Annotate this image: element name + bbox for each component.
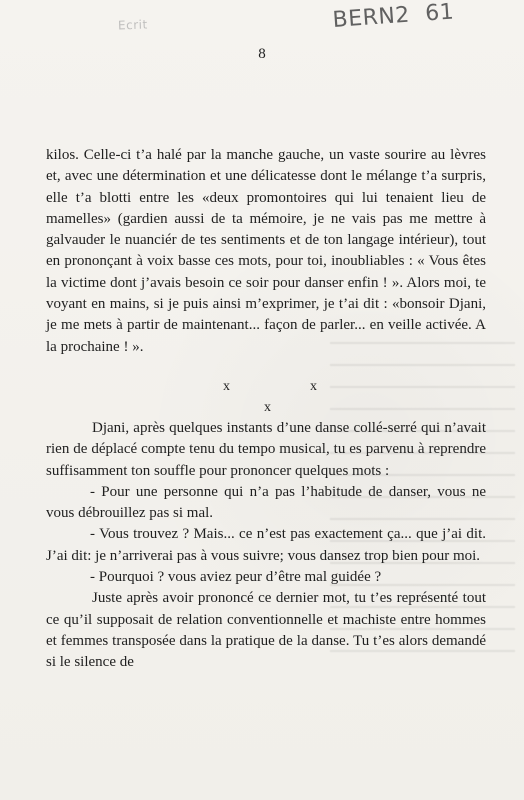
handwritten-number: 61: [424, 0, 456, 27]
paragraph: Juste après avoir prononcé ce dernier mot, tu t’es représenté tout ce qu’il supposait de relation conventionnelle et machiste entre hommes et femmes transposée dans la pratique de la danse. Tu t’es alors demandé si le silence de: [46, 590, 486, 671]
page-number: 8: [258, 46, 266, 62]
paragraph: Djani, après quelques instants d’une danse collé-serré qui n’avait rien de déplacé compte tenu du tempo musical, tu es parvenu à reprendre suffisamment ton souffle pour prononcer quelques mots :: [46, 419, 486, 479]
section-divider-mark: x: [264, 399, 271, 415]
handwritten-code: BERN2: [331, 2, 411, 33]
section-divider: [46, 358, 486, 418]
section-divider-mark: x: [223, 378, 230, 394]
handwritten-annotation: [332, 0, 513, 32]
faint-top-left-mark: Ecrit: [117, 17, 148, 33]
paragraph: kilos. Celle-ci t’a halé par la manche gauche, un vaste sourire au lèvres et, avec une détermination et une délicatesse dont le mélange t’a surpris, elle t’a blotti entre les «deux promontoires qui lui tenaient lieu de mamelles» (gardien aussi de ta mémoire, je ne vais pas me mettre à galvauder le nuanciér de tes sentiments et de ton langage intérieur), tout en prononçant à voix basse ces mots, pour toi, inoubliables : « Vous êtes la victime dont j’avais besoin ce soir pour danser enfin ! ». Alors moi, te voyant en mains, si je puis ainsi m’exprimer, je t’ai dit : «bonsoir Djani, je me mets à partir de maintenant... façon de parler... en veille activée. A la prochaine ! ».: [46, 147, 486, 355]
dialog-line: - Pour une personne qui n’a pas l’habitude de danser, vous ne vous débrouillez pas si mal.: [46, 483, 486, 522]
dialog-line: - Vous trouvez ? Mais... ce n’est pas exactement ça... que j’ai dit. J’ai dit: je n’arriverai pas à vous suivre; vous dansez trop bien pour moi.: [46, 526, 486, 564]
dialog-line: - Pourquoi ? vous aviez peur d’être mal guidée ?: [90, 569, 382, 586]
page-body: [46, 145, 486, 674]
section-divider-mark: x: [310, 378, 317, 394]
